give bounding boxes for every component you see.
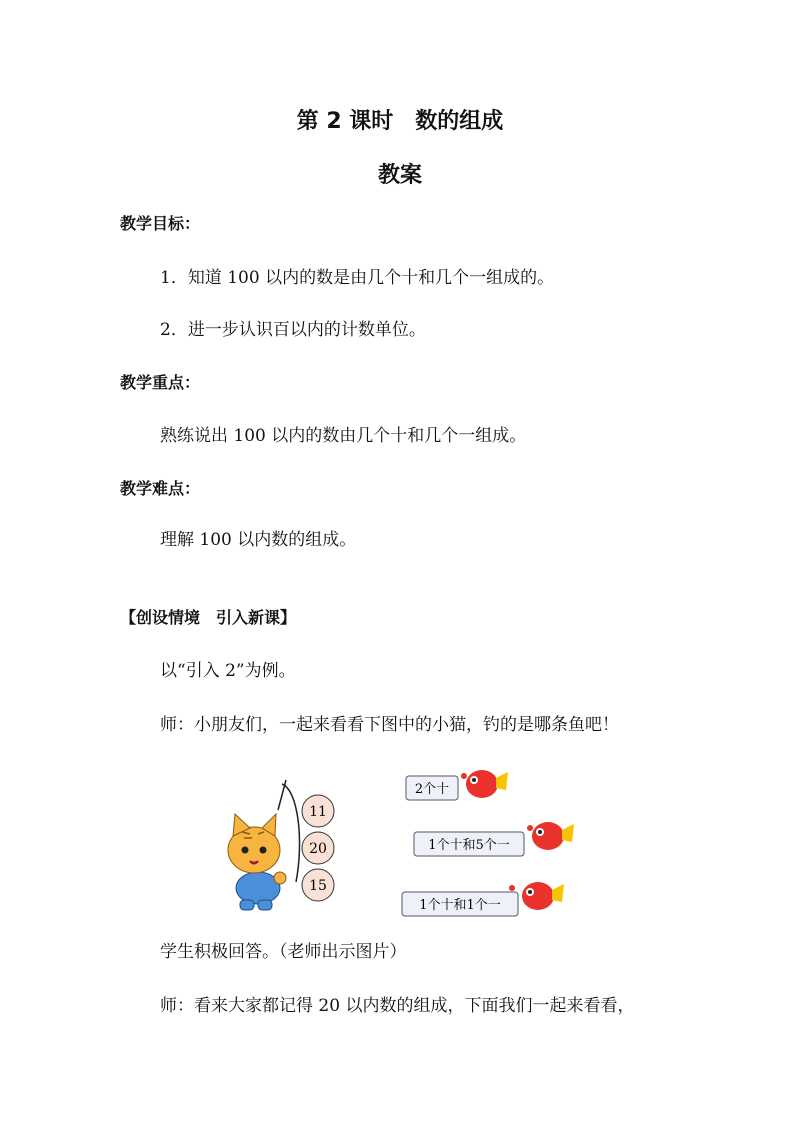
objectives-heading: 教学目标：: [120, 214, 201, 233]
fish-option: [414, 822, 574, 856]
ball-label: 11: [309, 804, 327, 820]
teacher-line-1: 师：小朋友们，一起来看看下图中的小猫，钓的是哪条鱼吧！: [160, 715, 619, 735]
difficulty-heading: 教学难点：: [120, 479, 201, 498]
section-heading: 【创设情境 引入新课】: [120, 608, 297, 627]
page-title: 第 2 课时 数的组成: [296, 109, 504, 134]
fish-label: 1个十和5个一: [428, 838, 510, 853]
difficulty-text: 理解 100 以内数的组成。: [160, 530, 357, 550]
ball-label: 20: [309, 841, 327, 857]
section-intro: 以“引入 2”为例。: [160, 661, 296, 681]
key-point-text: 熟练说出 100 以内的数由几个十和几个一组成。: [160, 426, 527, 446]
cat-icon: [228, 780, 300, 910]
number-ball: [302, 795, 334, 827]
key-point-heading: 教学重点：: [120, 373, 201, 392]
number-ball: [302, 832, 334, 864]
number-ball: [302, 869, 334, 901]
fish-option: [402, 882, 564, 916]
fish-label: 2个十: [414, 782, 450, 797]
fish-label: 1个十和1个一: [419, 898, 501, 913]
page-subtitle: 教案: [377, 163, 422, 188]
objective-item: 2．进一步认识百以内的计数单位。: [160, 320, 426, 340]
objective-item: 1．知道 100 以内的数是由几个十和几个一组成的。: [160, 268, 555, 288]
fishing-cat-illustration: [220, 770, 580, 920]
fish-option: [406, 770, 508, 800]
student-line: 学生积极回答。（老师出示图片）: [160, 942, 407, 962]
teacher-line-2: 师：看来大家都记得 20 以内数的组成，下面我们一起来看看，: [160, 996, 635, 1016]
ball-label: 15: [309, 878, 327, 894]
